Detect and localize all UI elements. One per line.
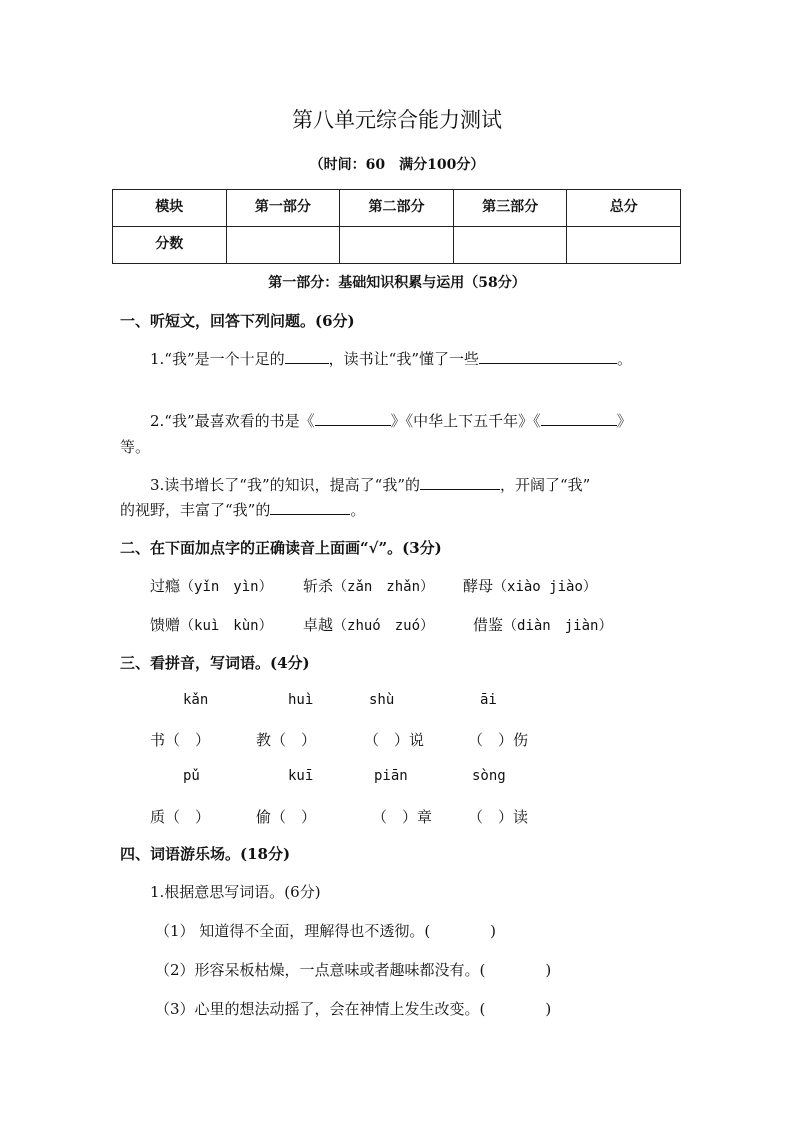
s1-q1-text-b: ，读书让“我”懂了一些 (328, 350, 479, 368)
s2-item (463, 575, 597, 596)
s3-pinyin: pǔ (183, 768, 200, 784)
score-cell (453, 227, 567, 264)
section2-title: 二、在下面加点字的正确读音上面画“√”。(3分) (120, 539, 442, 557)
score-header-part1: 第一部分 (226, 190, 340, 227)
s3-word-blank[interactable]: 偷（ ） (256, 808, 317, 826)
s2-item (303, 614, 434, 635)
score-header-total: 总分 (567, 190, 681, 227)
s3-pinyin: shù (369, 692, 395, 708)
score-header-module: 模块 (113, 190, 227, 227)
s3-pinyin: piān (374, 768, 408, 784)
score-row-label: 分数 (113, 227, 227, 264)
s3-pinyin: āi (480, 692, 497, 708)
s1-q3-text-a: 3.读书增长了“我”的知识，提高了“我”的 (150, 476, 420, 494)
s4-item[interactable]: （1） 知道得不全面，理解得也不透彻。( ) (155, 922, 497, 940)
s1-q1-text-a: 1.“我”是一个十足的 (150, 350, 285, 368)
s3-word-blank[interactable]: 质（ ） (150, 808, 211, 826)
s2-item (473, 614, 612, 635)
s2-word: 酵母 (463, 577, 494, 595)
s1-question-2 (150, 410, 632, 431)
s1-q2-text-b: 》《中华上下五千年》《 (390, 412, 541, 430)
s1-q1-text-c: 。 (617, 350, 633, 368)
s2-pinyin-options[interactable]: （kuì kùn） (180, 618, 273, 634)
s3-word-blank[interactable]: 书（ ） (150, 731, 211, 749)
s3-word-blank[interactable]: （ ）读 (468, 808, 529, 826)
s3-word-blank[interactable]: 教（ ） (256, 731, 317, 749)
score-table-row (113, 227, 681, 264)
s3-word-blank[interactable]: （ ）伤 (468, 731, 529, 749)
s2-word: 馈赠 (150, 616, 181, 634)
s1-q2-text-a: 2.“我”最喜欢看的书是《 (150, 412, 315, 430)
s3-word-blank[interactable]: （ ）说 (364, 731, 425, 749)
s3-pinyin: kuī (288, 768, 314, 784)
score-cell (567, 227, 681, 264)
s2-pinyin-options[interactable]: （xiào jiào） (493, 579, 597, 595)
answer-blank[interactable] (315, 411, 391, 426)
s2-item (150, 575, 273, 596)
score-cell (226, 227, 340, 264)
s2-item (303, 575, 434, 596)
score-table (112, 189, 681, 264)
s2-word: 过瘾 (150, 577, 181, 595)
s2-word: 斩杀 (303, 577, 334, 595)
s2-pinyin-options[interactable]: （diàn jiàn） (503, 618, 613, 634)
s1-q2-text-c: 》 (616, 412, 632, 430)
section4-title: 四、词语游乐场。(18分) (120, 845, 291, 863)
s4-item[interactable]: （3）心里的想法动摇了，会在神情上发生改变。( ) (155, 1000, 552, 1018)
answer-blank[interactable] (270, 500, 350, 515)
part1-heading: 第一部分：基础知识积累与运用（58分） (268, 275, 526, 291)
s1-q3-text-d: 。 (350, 501, 366, 519)
s1-question-1 (150, 348, 632, 369)
s2-pinyin-options[interactable]: （zǎn zhǎn） (333, 579, 435, 595)
s3-pinyin: huì (288, 692, 314, 708)
score-cell (340, 227, 454, 264)
s3-pinyin: kǎn (183, 692, 209, 708)
s2-word: 借鉴 (473, 616, 504, 634)
page-title: 第八单元综合能力测试 (292, 108, 502, 132)
s2-pinyin-options[interactable]: （zhuó zuó） (333, 618, 435, 634)
score-header-part2: 第二部分 (340, 190, 454, 227)
section3-title: 三、看拼音，写词语。(4分) (120, 654, 310, 672)
page-subtitle: （时间：60 满分100分） (309, 157, 485, 173)
s3-pinyin: sòng (472, 768, 506, 784)
s1-q3-text-c: 的视野，丰富了“我”的 (120, 501, 271, 519)
s2-word: 卓越 (303, 616, 334, 634)
score-header-part3: 第三部分 (453, 190, 567, 227)
answer-blank[interactable] (541, 411, 617, 426)
s4-item[interactable]: （2）形容呆板枯燥，一点意味或者趣味都没有。( ) (155, 961, 552, 979)
s1-q3-text-b: ，开阔了“我” (500, 476, 591, 494)
s4-subsection-1: 1.根据意思写词语。(6分) (150, 883, 321, 901)
s3-word-blank[interactable]: （ ）章 (372, 808, 433, 826)
s2-item (150, 614, 273, 635)
score-table-header-row (113, 190, 681, 227)
section1-title: 一、听短文，回答下列问题。(6分) (120, 312, 355, 330)
s2-pinyin-options[interactable]: （yǐn yìn） (180, 579, 273, 595)
s1-question-3-cont (120, 499, 365, 520)
s1-question-3 (150, 474, 590, 495)
answer-blank[interactable] (420, 475, 500, 490)
s1-q2-text-d: 等。 (120, 438, 151, 456)
answer-blank[interactable] (479, 349, 617, 364)
answer-blank[interactable] (285, 349, 329, 364)
